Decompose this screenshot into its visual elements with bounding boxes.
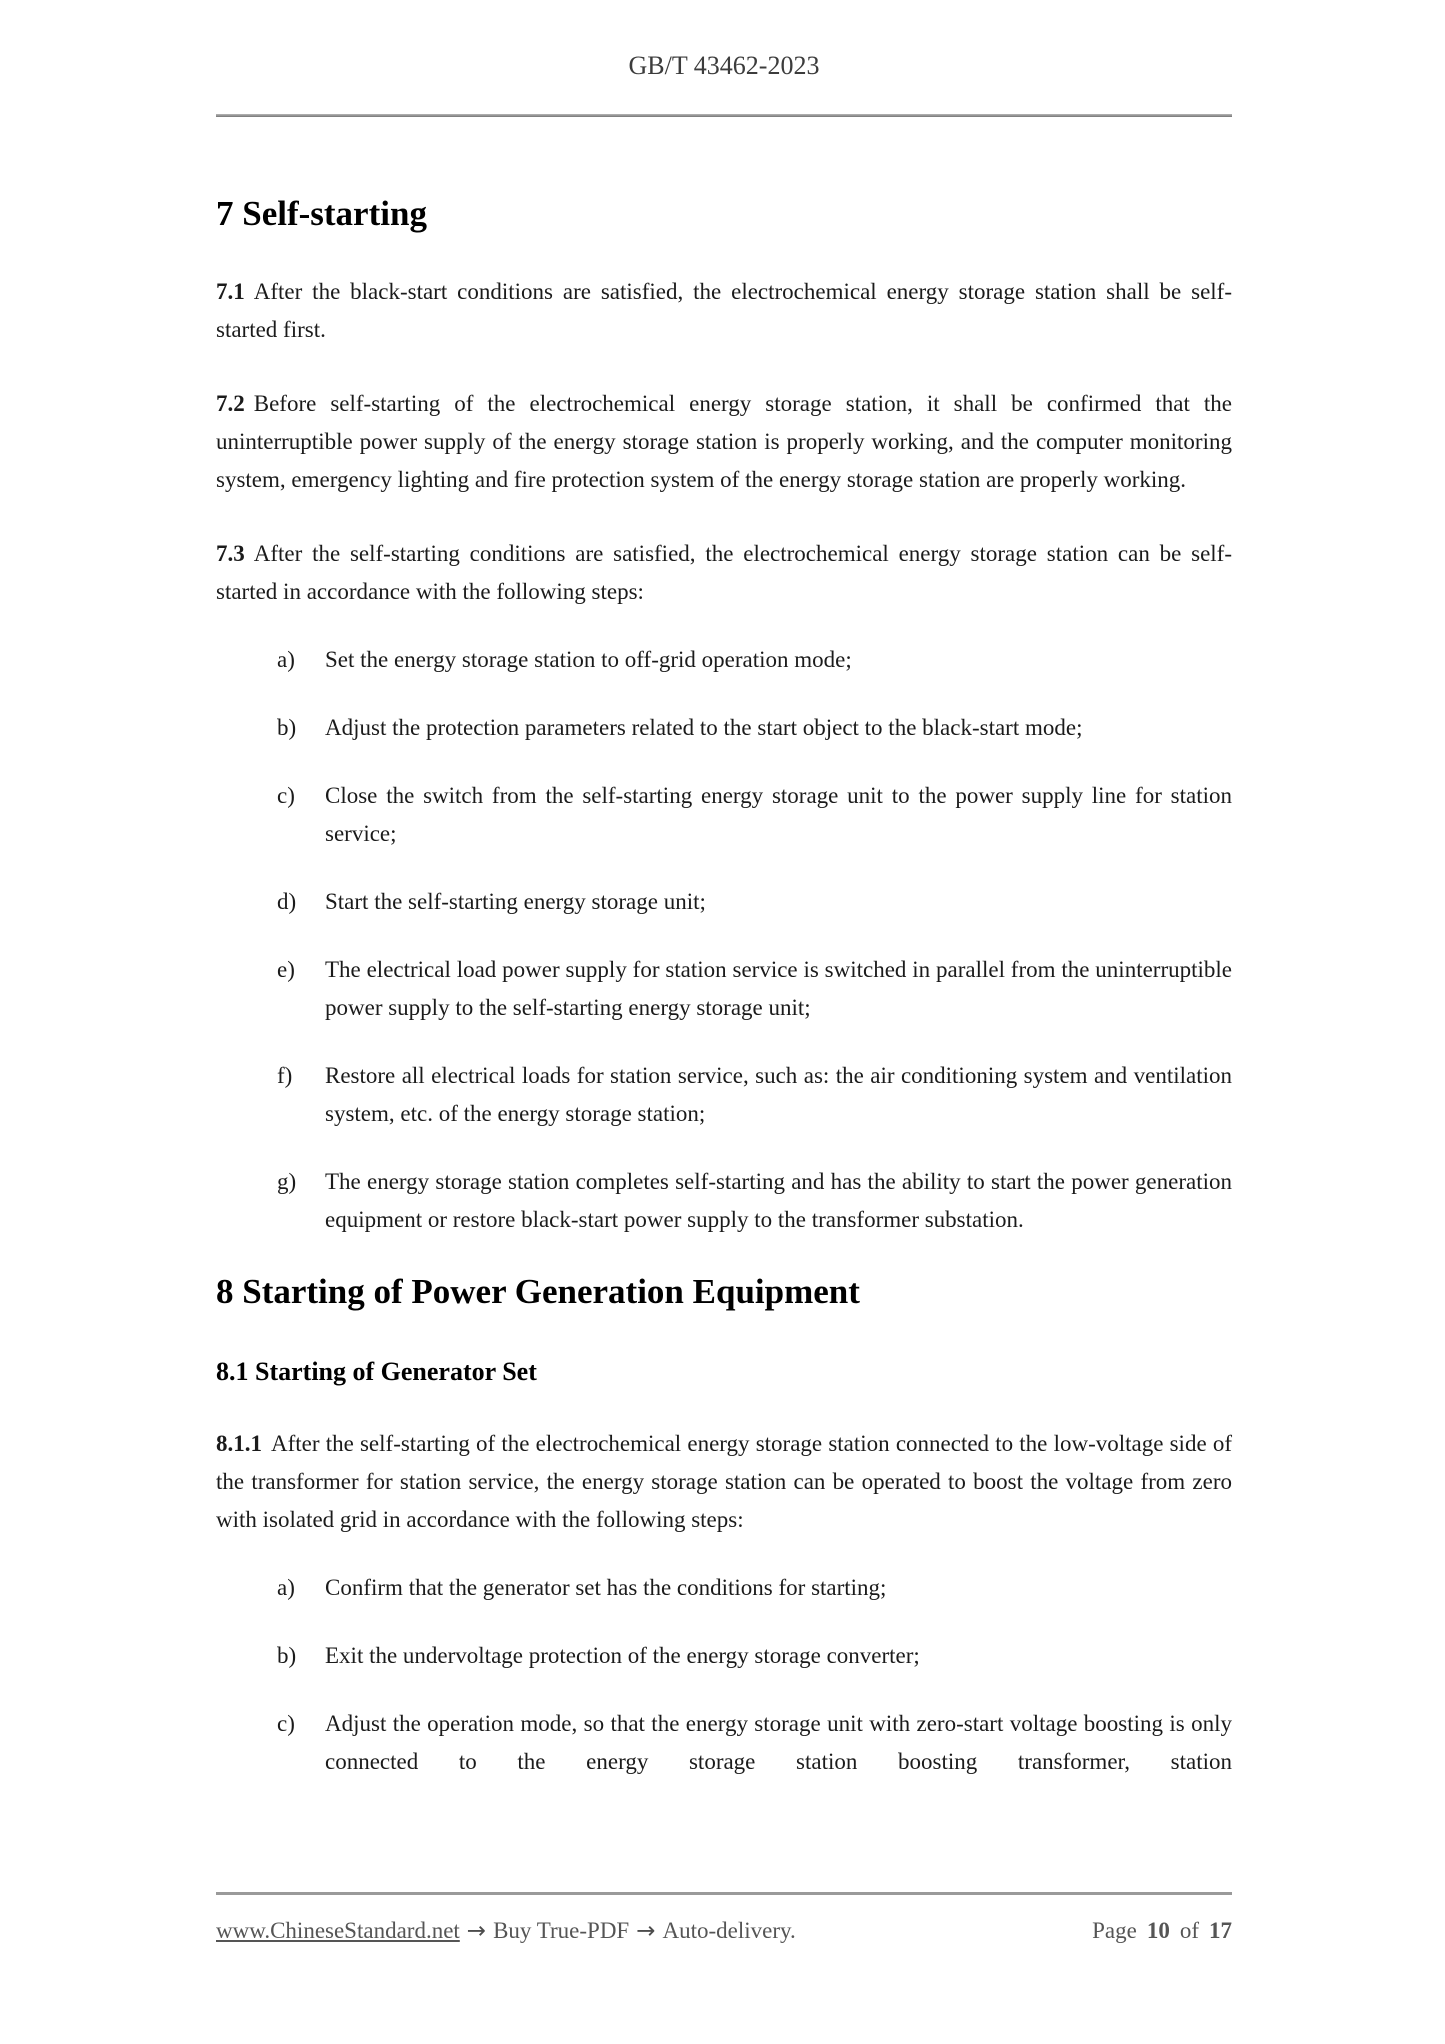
list-item-label: a) [277, 647, 295, 672]
header-rule [216, 114, 1232, 117]
list-item-label: b) [277, 1643, 297, 1668]
page-content [0, 50, 1445, 1781]
right-arrow-icon: → [466, 1918, 487, 1944]
list-item-text: Adjust the operation mode, so that the energy storage unit with zero-start voltage boosting is only connected to the energy storage station boosting transformer, station [325, 1711, 1232, 1774]
list-item-text: Close the switch from the self-starting energy storage unit to the power supply line for station service; [325, 783, 1232, 846]
list-item [277, 1163, 1232, 1239]
clause-text: After the self-starting of the electrochemical energy storage station connected to the low-voltage side of the transformer for station service, the energy storage station can be operated to boost the voltage from zero with isolated grid in accordance with the following steps: [216, 1431, 1232, 1532]
list-item-label: f) [277, 1063, 293, 1088]
clause-7-2 [216, 385, 1232, 499]
page-indicator [1092, 1916, 1232, 1946]
clause-7-3 [216, 535, 1232, 611]
list-item-label: c) [277, 783, 295, 808]
list-item-text: Exit the undervoltage protection of the energy storage converter; [325, 1643, 920, 1668]
clause-number: 7.1 [216, 279, 245, 304]
section-8-1-subheading: 8.1 Starting of Generator Set [216, 1357, 537, 1386]
clause-text: After the black-start conditions are satisfied, the electrochemical energy storage station shall be self-started first. [216, 279, 1232, 342]
list-item [277, 1637, 1232, 1675]
clause-text: After the self-starting conditions are satisfied, the electrochemical energy storage station can be self-started in accordance with the following steps: [216, 541, 1232, 604]
clause-text: Before self-starting of the electrochemical energy storage station, it shall be confirmed that the uninterruptible power supply of the energy storage station is properly working, and the computer monitoring system, emergency lighting and fire protection system of the energy storage station are properly working. [216, 391, 1232, 492]
list-item-label: a) [277, 1575, 295, 1600]
list-item [277, 777, 1232, 853]
list-item-label: g) [277, 1169, 297, 1194]
section-8-heading: 8 Starting of Power Generation Equipment [216, 1272, 860, 1311]
list-item-text: The electrical load power supply for station service is switched in parallel from the uninterruptible power supply to the self-starting energy storage unit; [325, 957, 1232, 1020]
list-item-text: The energy storage station completes self-starting and has the ability to start the power generation equipment or restore black-start power supply to the transformer substation. [325, 1169, 1232, 1232]
of-word: of [1179, 1918, 1199, 1943]
list-item-label: d) [277, 889, 297, 914]
list-item-text: Confirm that the generator set has the conditions for starting; [325, 1575, 887, 1600]
list-item [277, 709, 1232, 747]
footer-buy-text: Buy True-PDF [493, 1918, 630, 1943]
clause-number: 7.2 [216, 391, 245, 416]
list-item [277, 951, 1232, 1027]
list-item-label: b) [277, 715, 297, 740]
list-item [277, 1705, 1232, 1781]
list-item-text: Adjust the protection parameters related to the start object to the black-start mode; [325, 715, 1083, 740]
list-item-text: Restore all electrical loads for station service, such as: the air conditioning system and ventilation system, etc. of the energy storage station; [325, 1063, 1232, 1126]
page-footer [216, 1892, 1232, 1946]
clause-8-1-1 [216, 1425, 1232, 1539]
page-word: Page [1092, 1918, 1137, 1943]
list-item [277, 641, 1232, 679]
list-item-label: c) [277, 1711, 295, 1736]
list-item [277, 1057, 1232, 1133]
right-arrow-icon: → [636, 1918, 656, 1944]
list-item [277, 883, 1232, 921]
footer-delivery-text: Auto-delivery. [662, 1918, 796, 1943]
page-number: 10 [1146, 1918, 1170, 1943]
section-7-step-list [216, 641, 1232, 1239]
clause-7-1 [216, 273, 1232, 349]
list-item [277, 1569, 1232, 1607]
footer-left [216, 1916, 796, 1946]
section-7-heading: 7 Self-starting [216, 194, 427, 233]
section-8-step-list [216, 1569, 1232, 1781]
clause-number: 7.3 [216, 541, 245, 566]
list-item-text: Set the energy storage station to off-grid operation mode; [325, 647, 852, 672]
website-link[interactable]: www.ChineseStandard.net [216, 1918, 460, 1943]
list-item-label: e) [277, 957, 295, 982]
standard-code: GB/T 43462-2023 [628, 51, 820, 80]
total-pages: 17 [1209, 1918, 1232, 1943]
clause-number: 8.1.1 [216, 1431, 262, 1456]
list-item-text: Start the self-starting energy storage unit; [325, 889, 706, 914]
